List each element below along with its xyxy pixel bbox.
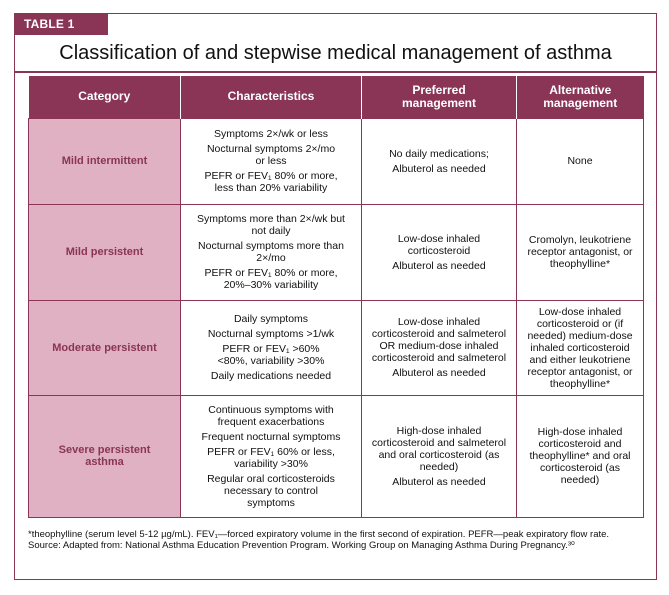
table-title: Classification of and stepwise medical management of asthma bbox=[59, 42, 612, 64]
preferred-cell bbox=[362, 204, 517, 300]
category-cell: Mild intermittent bbox=[29, 118, 181, 204]
header-characteristics: Characteristics bbox=[181, 76, 362, 118]
characteristic-item: PEFR or FEV₁ 80% or more, less than 20% variability bbox=[204, 170, 338, 194]
characteristics-cell bbox=[181, 118, 362, 204]
header-row bbox=[29, 76, 644, 118]
header-category: Category bbox=[29, 76, 181, 118]
preferred-item: High-dose inhaled corticosteroid and salmeterol and oral corticosteroid (as needed) bbox=[371, 424, 507, 473]
characteristics-cell bbox=[181, 395, 362, 517]
preferred-cell bbox=[362, 300, 517, 395]
characteristic-item: Continuous symptoms with frequent exacerbations bbox=[208, 403, 334, 428]
table-badge: TABLE 1 bbox=[14, 13, 108, 35]
category-label: Severe persistent asthma bbox=[58, 444, 151, 468]
alternative-cell bbox=[517, 395, 644, 517]
title-divider bbox=[14, 71, 657, 73]
preferred-item: Low-dose inhaled corticosteroid bbox=[397, 232, 481, 257]
asthma-table bbox=[28, 76, 644, 518]
alternative-item: None bbox=[567, 155, 593, 167]
characteristics-cell bbox=[181, 300, 362, 395]
characteristic-item: Regular oral corticosteroids necessary to control symptoms bbox=[207, 472, 335, 509]
alternative-cell bbox=[517, 204, 644, 300]
characteristic-item: PEFR or FEV₁ 60% or less, variability >30% bbox=[207, 445, 335, 470]
alternative-cell bbox=[517, 300, 644, 395]
characteristic-item: Daily symptoms bbox=[233, 313, 309, 325]
characteristic-item: Nocturnal symptoms >1/wk bbox=[207, 328, 335, 340]
table-footnote bbox=[28, 529, 648, 551]
preferred-item: Albuterol as needed bbox=[392, 259, 486, 272]
characteristic-item: PEFR or FEV₁ 80% or more, 20%–30% variability bbox=[204, 267, 338, 291]
category-cell: Moderate persistent bbox=[29, 300, 181, 395]
alternative-item: Cromolyn, leukotriene receptor antagonist, or theophylline* bbox=[527, 234, 633, 270]
header-alternative-label: Alternative management bbox=[543, 82, 618, 110]
table-row bbox=[29, 204, 644, 300]
characteristic-item: Daily medications needed bbox=[210, 370, 332, 382]
characteristic-item: Nocturnal symptoms more than 2×/mo bbox=[198, 240, 344, 264]
table-row bbox=[29, 395, 644, 517]
header-alternative bbox=[517, 76, 644, 118]
preferred-item: Albuterol as needed bbox=[392, 475, 486, 488]
header-preferred-label: Preferred management bbox=[401, 82, 477, 110]
category-cell: Mild persistent bbox=[29, 204, 181, 300]
characteristic-item: Symptoms more than 2×/wk but not daily bbox=[197, 213, 345, 237]
preferred-item: Albuterol as needed bbox=[392, 367, 486, 379]
table-row bbox=[29, 118, 644, 204]
characteristic-item: Nocturnal symptoms 2×/mo or less bbox=[206, 143, 336, 167]
characteristic-item: Frequent nocturnal symptoms bbox=[201, 430, 341, 443]
preferred-cell bbox=[362, 118, 517, 204]
table-row bbox=[29, 300, 644, 395]
alternative-item: Low-dose inhaled corticosteroid or (if needed) medium-dose inhaled corticosteroid and either leukotriene receptor antagonist, or theophylline* bbox=[527, 305, 633, 390]
alternative-item: High-dose inhaled corticosteroid and theophylline* and oral corticosteroid (as needed) bbox=[529, 426, 631, 486]
characteristics-cell bbox=[181, 204, 362, 300]
footnote-definition: *theophylline (serum level 5-12 µg/mL). FEV₁—forced expiratory volume in the first second of expiration. PEFR—peak expiratory flow rate. bbox=[28, 529, 610, 540]
footnote-source: Source: Adapted from: National Asthma Education Prevention Program. Working Group on Managing Asthma During Pregnancy.³⁰ bbox=[28, 540, 575, 551]
preferred-item: Albuterol as needed bbox=[392, 162, 486, 175]
alternative-cell bbox=[517, 118, 644, 204]
characteristic-item: Symptoms 2×/wk or less bbox=[213, 128, 329, 140]
preferred-item: Low-dose inhaled corticosteroid and salmeterol OR medium-dose inhaled corticosteroid and salmeterol bbox=[371, 316, 507, 364]
preferred-item: No daily medications; bbox=[389, 147, 489, 160]
preferred-cell bbox=[362, 395, 517, 517]
category-cell bbox=[29, 395, 181, 517]
header-preferred bbox=[362, 76, 517, 118]
characteristic-item: PEFR or FEV₁ >60% <80%, variability >30% bbox=[217, 343, 325, 367]
